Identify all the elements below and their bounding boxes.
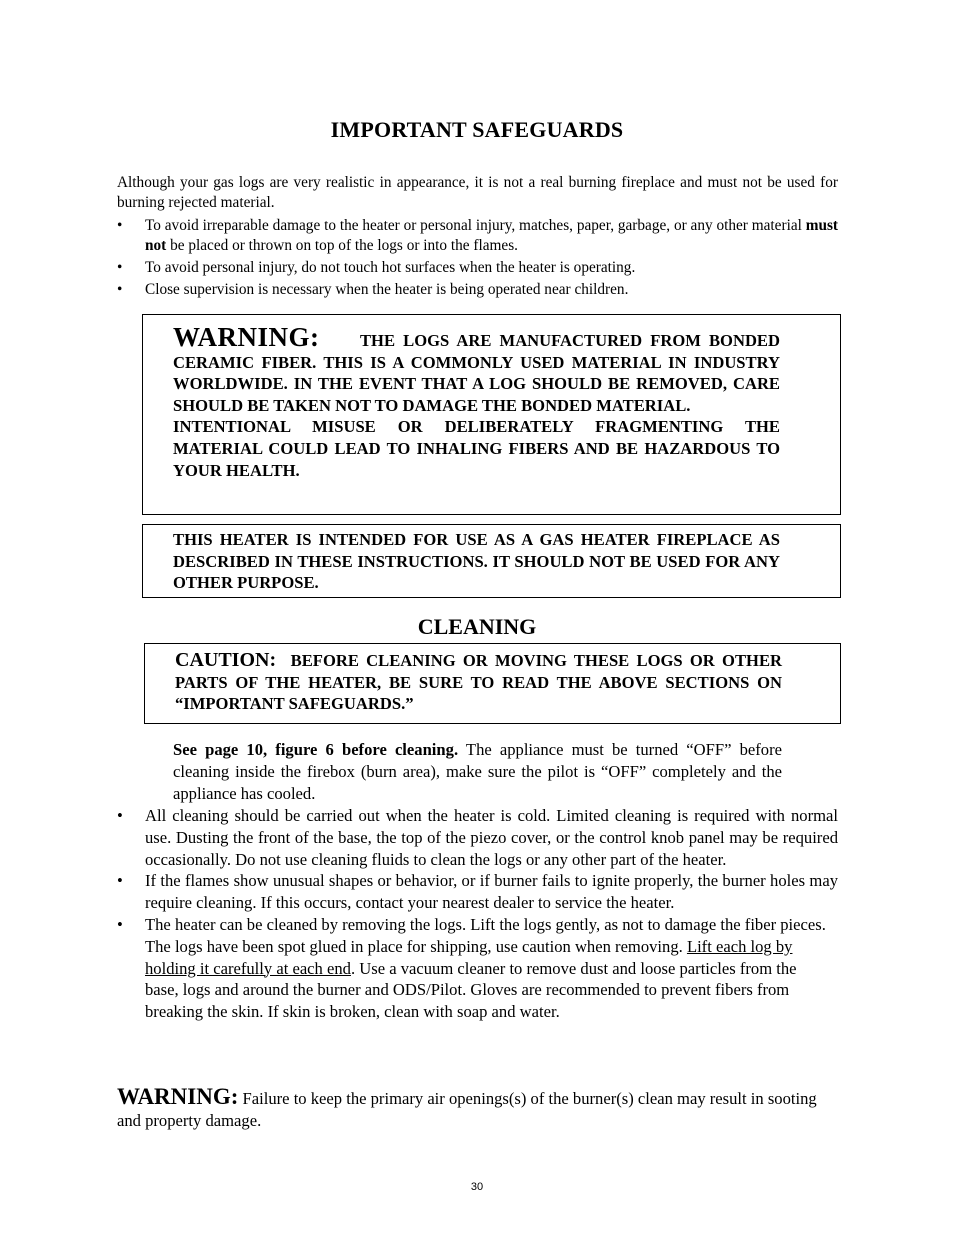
warning-text-2: INTENTIONAL MISUSE OR DELIBERATELY FRAGMENTING THE MATERIAL COULD LEAD TO INHALING FIBERS AND BE HAZARDOUS TO YOUR HEALTH. — [173, 417, 780, 480]
bullet-icon: • — [117, 217, 123, 234]
warning-text: THE LOGS ARE MANUFACTURED FROM BONDED CERAMIC FIBER. THIS IS A COMMONLY USED MATERIAL IN INDUSTRY WORLDWIDE. IN THE EVENT THAT A LOG SHOULD BE REMOVED, CARE SHOULD BE TAKEN NOT TO DAMAGE THE BONDED MATERIAL. — [173, 331, 780, 415]
intended-use-box — [142, 524, 841, 598]
list-item: • To avoid irreparable damage to the heater or personal injury, matches, paper, garbage, or any other material must not be placed or thrown on top of the logs or into the flames. — [117, 217, 838, 254]
underlined-instruction: Lift each log by holding it carefully at each end — [145, 936, 793, 978]
warning-label: WARNING: — [173, 322, 320, 352]
page-number: 30 — [470, 1181, 484, 1193]
safeguards-heading: IMPORTANT SAFEGUARDS — [330, 117, 624, 142]
list-item: • All cleaning should be carried out when the heater is cold. Limited cleaning is required with normal use. Dusting the front of the base, the top of the piezo cover, or the control knob panel may be required occasionally. Do not use cleaning fluids to clean the logs or any other part of the heater. — [117, 806, 838, 869]
cleaning-list — [117, 805, 838, 1023]
bullet-icon: • — [117, 281, 123, 298]
intended-use-text: THIS HEATER IS INTENDED FOR USE AS A GAS HEATER FIREPLACE AS DESCRIBED IN THESE INSTRUCTIONS. IT SHOULD NOT BE USED FOR ANY OTHER PURPOSE. — [173, 530, 780, 593]
see-page-note: See page 10, figure 6 before cleaning. The appliance must be turned “OFF” before cleaning inside the firebox (burn area), make sure the pilot is “OFF” completely and the appliance has cooled. — [173, 740, 782, 803]
safeguards-intro: Although your gas logs are very realistic in appearance, it is not a real burning fireplace and must not be used for burning rejected material. — [117, 174, 838, 211]
final-warning-label: WARNING: — [117, 1084, 239, 1109]
list-item: • The heater can be cleaned by removing the logs. Lift the logs gently, as not to damage the fiber pieces. The logs have been spot glued in place for shipping, use caution when removing. Lift each log by holding it carefully at each end. Use a vacuum cleaner to remove dust and loose particles from the base, logs and around the burner and ODS/Pilot. Gloves are recommended to prevent fibers from breaking the skin. If skin is broken, clean with soap and water. — [117, 914, 826, 1022]
see-page-reference: See page 10, figure 6 before cleaning. — [173, 740, 459, 759]
bullet-icon: • — [117, 259, 123, 276]
must-not-emphasis: must not — [145, 217, 838, 254]
bullet-icon: • — [117, 806, 123, 825]
caution-box — [144, 643, 841, 724]
bullet-icon: • — [117, 871, 123, 891]
bullet-icon: • — [117, 914, 123, 934]
list-item: • Close supervision is necessary when the heater is being operated near children. — [117, 281, 629, 298]
caution-text: BEFORE CLEANING OR MOVING THESE LOGS OR OTHER PARTS OF THE HEATER, BE SURE TO READ THE ABOVE SECTIONS ON “IMPORTANT SAFEGUARDS.” — [175, 651, 782, 714]
cleaning-heading: CLEANING — [417, 614, 537, 639]
list-item: • If the flames show unusual shapes or behavior, or if burner fails to ignite properly, the burner holes may require cleaning. If this occurs, contact your nearest dealer to service the heater. — [117, 871, 838, 913]
safeguards-list — [117, 216, 838, 302]
final-warning: WARNING: Failure to keep the primary air openings(s) of the burner(s) clean may result in sooting and property damage. — [117, 1084, 817, 1130]
warning-box — [142, 314, 841, 515]
list-item: • To avoid personal injury, do not touch hot surfaces when the heater is operating. — [117, 259, 636, 276]
caution-label: CAUTION: — [175, 649, 277, 671]
